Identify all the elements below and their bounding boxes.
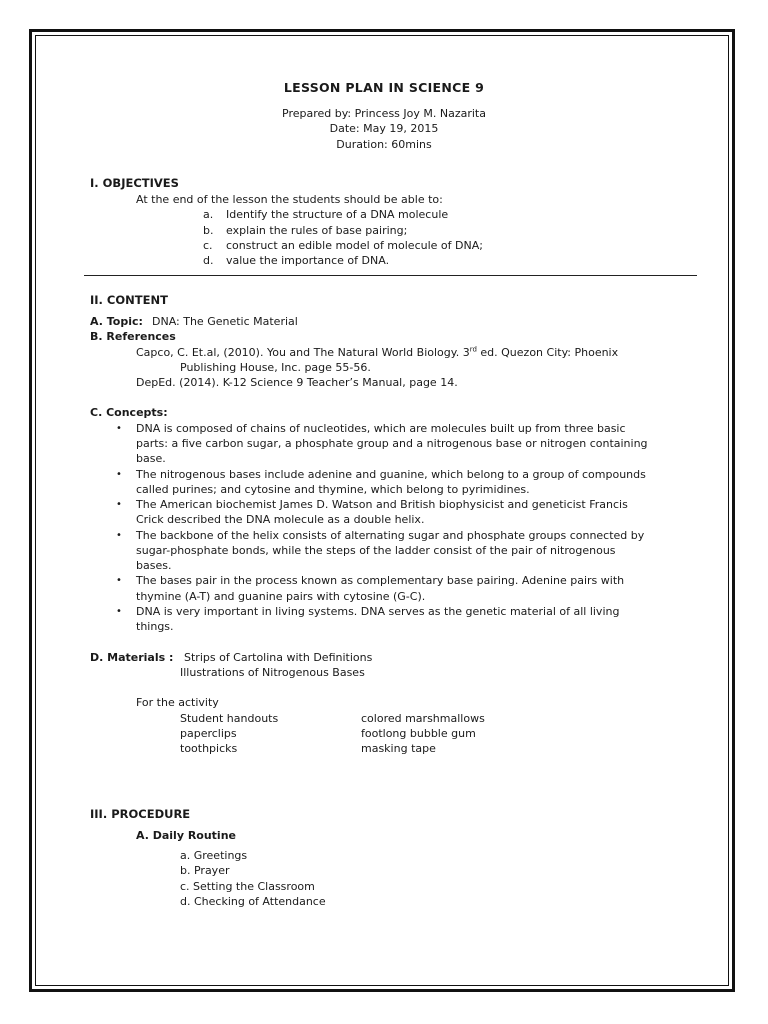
objective-marker: c. — [203, 239, 213, 252]
activity-item: toothpicks — [180, 742, 238, 755]
concepts-label: C. Concepts: — [90, 406, 168, 419]
bullet-icon: • — [116, 423, 122, 434]
bullet-icon: • — [116, 469, 122, 480]
duration-line: Duration: 60mins — [336, 138, 432, 151]
activity-item: masking tape — [361, 742, 436, 755]
concept-line: DNA is very important in living systems. DNA serves as the genetic material of all living — [136, 605, 620, 618]
bullet-icon: • — [116, 499, 122, 510]
prepared-by: Prepared by: Princess Joy M. Nazarita — [282, 107, 486, 120]
objective-marker: a. — [203, 208, 214, 221]
concept-line: called purines; and cytosine and thymine, which belong to pyrimidines. — [136, 483, 530, 496]
concept-line: The American biochemist James D. Watson and British biophysicist and geneticist Francis — [136, 498, 628, 511]
content-heading: II. CONTENT — [90, 293, 168, 307]
topic-label: A. Topic: — [90, 315, 143, 328]
routine-item: d. Checking of Attendance — [180, 895, 326, 908]
concept-line: The bases pair in the process known as complementary base pairing. Adenine pairs with — [136, 574, 625, 587]
objectives-intro: At the end of the lesson the students should be able to: — [136, 193, 443, 206]
bullet-icon: • — [116, 530, 122, 541]
concept-line: Crick described the DNA molecule as a double helix. — [136, 513, 425, 526]
material-item: Strips of Cartolina with Definitions — [184, 651, 373, 664]
concept-line: DNA is composed of chains of nucleotides, which are molecules built up from three basic — [136, 422, 626, 435]
bullet-icon: • — [116, 606, 122, 617]
concept-line: things. — [136, 620, 174, 633]
references-label: B. References — [90, 330, 176, 343]
activity-label: For the activity — [136, 696, 219, 709]
document-title: LESSON PLAN IN SCIENCE 9 — [283, 80, 485, 95]
concept-line: The backbone of the helix consists of alternating sugar and phosphate groups connected by — [136, 529, 645, 542]
topic-text: DNA: The Genetic Material — [152, 315, 298, 328]
activity-item: footlong bubble gum — [361, 727, 476, 740]
activity-item: paperclips — [180, 727, 237, 740]
routine-item: c. Setting the Classroom — [180, 880, 315, 893]
objective-item: value the importance of DNA. — [226, 254, 390, 267]
section-divider — [84, 275, 697, 276]
material-item: Illustrations of Nitrogenous Bases — [180, 666, 365, 679]
routine-item: a. Greetings — [180, 849, 248, 862]
activity-item: colored marshmallows — [361, 712, 485, 725]
concept-line: base. — [136, 452, 166, 465]
routine-item: b. Prayer — [180, 864, 230, 877]
objective-marker: b. — [203, 224, 214, 237]
concept-line: bases. — [136, 559, 172, 572]
concept-line: thymine (A-T) and guanine pairs with cytosine (G-C). — [136, 590, 426, 603]
objective-item: explain the rules of base pairing; — [226, 224, 408, 237]
date-line: Date: May 19, 2015 — [329, 122, 439, 135]
objective-item: Identify the structure of a DNA molecule — [226, 208, 449, 221]
reference-2: DepEd. (2014). K-12 Science 9 Teacher’s Manual, page 14. — [136, 376, 458, 389]
bullet-icon: • — [116, 575, 122, 586]
concept-line: parts: a five carbon sugar, a phosphate group and a nitrogenous base or nitrogen containing — [136, 437, 648, 450]
reference-1-cont: Publishing House, Inc. page 55-56. — [180, 361, 371, 374]
objectives-heading: I. OBJECTIVES — [90, 176, 179, 190]
concept-line: The nitrogenous bases include adenine and guanine, which belong to a group of compounds — [136, 468, 646, 481]
daily-routine-label: A. Daily Routine — [136, 829, 236, 842]
activity-item: Student handouts — [180, 712, 279, 725]
concept-line: sugar-phosphate bonds, while the steps of the ladder consist of the pair of nitrogenous — [136, 544, 616, 557]
materials-label: D. Materials : — [90, 651, 174, 664]
objective-marker: d. — [203, 254, 214, 267]
objective-item: construct an edible model of molecule of DNA; — [226, 239, 483, 252]
reference-1: Capco, C. Et.al, (2010). You and The Natural World Biology. 3rd ed. Quezon City: Phoenix — [136, 345, 619, 359]
procedure-heading: III. PROCEDURE — [90, 807, 191, 821]
